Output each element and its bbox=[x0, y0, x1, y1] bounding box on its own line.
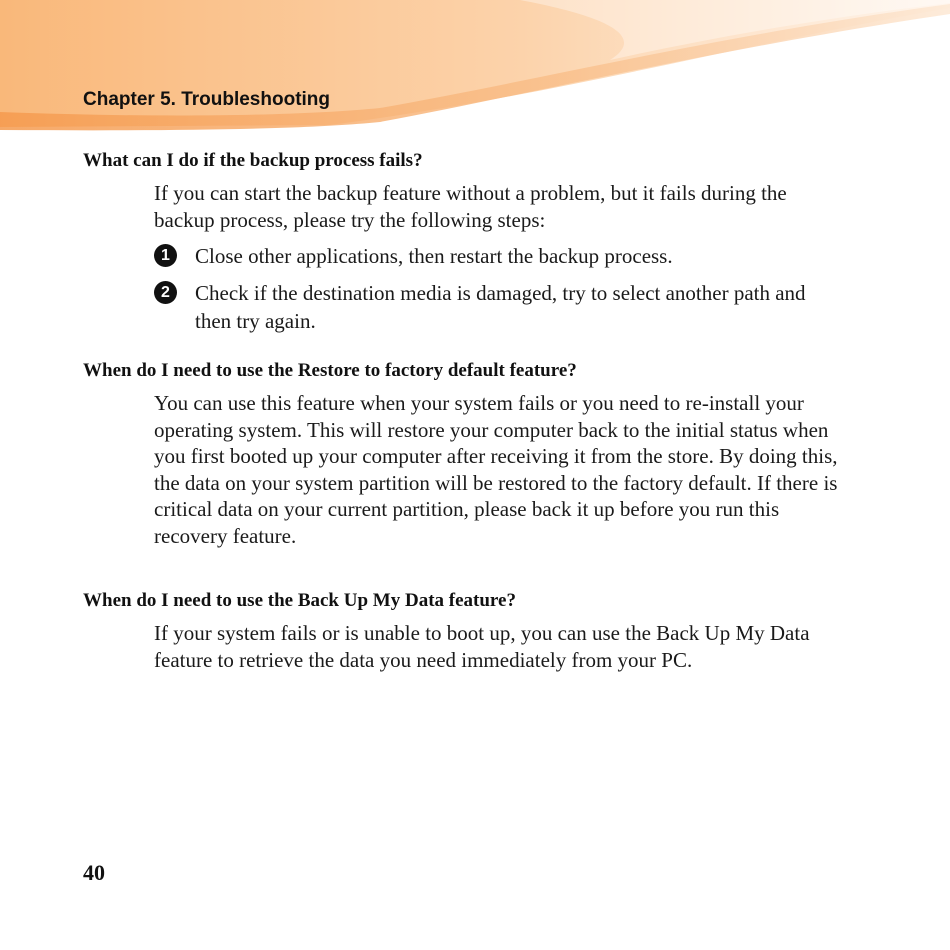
step-2-text: Check if the destination media is damaged, try to select another path and then try again. bbox=[195, 281, 806, 333]
chapter-title: Chapter 5. Troubleshooting bbox=[83, 89, 331, 110]
question-restore-factory: When do I need to use the Restore to factory default feature? bbox=[83, 360, 577, 381]
question-back-up-my-data: When do I need to use the Back Up My Data feature? bbox=[83, 590, 516, 611]
page-number: 40 bbox=[83, 860, 105, 885]
question-backup-fails: What can I do if the backup process fails? bbox=[83, 150, 423, 171]
step-number-1: 1 bbox=[154, 244, 177, 267]
answer-back-up-my-data: If your system fails or is unable to boot up, you can use the Back Up My Data feature to retrieve the data you need immediately from your PC. bbox=[154, 621, 810, 672]
answer-backup-fails: If you can start the backup feature without a problem, but it fails during the backup process, please try the following steps: bbox=[154, 181, 787, 232]
step-1-text: Close other applications, then restart the backup process. bbox=[195, 244, 673, 268]
answer-restore-factory: You can use this feature when your system fails or you need to re-install your operating system. This will restore your computer back to the initial status when you first booted up your computer after receiving it from the store. By doing this, the data on your system partition will be restored to the factory default. If there is critical data on your current partition, please back it up before you run this recovery feature. bbox=[154, 391, 838, 548]
step-number-2: 2 bbox=[154, 281, 177, 304]
header-decorative-band bbox=[0, 0, 950, 135]
